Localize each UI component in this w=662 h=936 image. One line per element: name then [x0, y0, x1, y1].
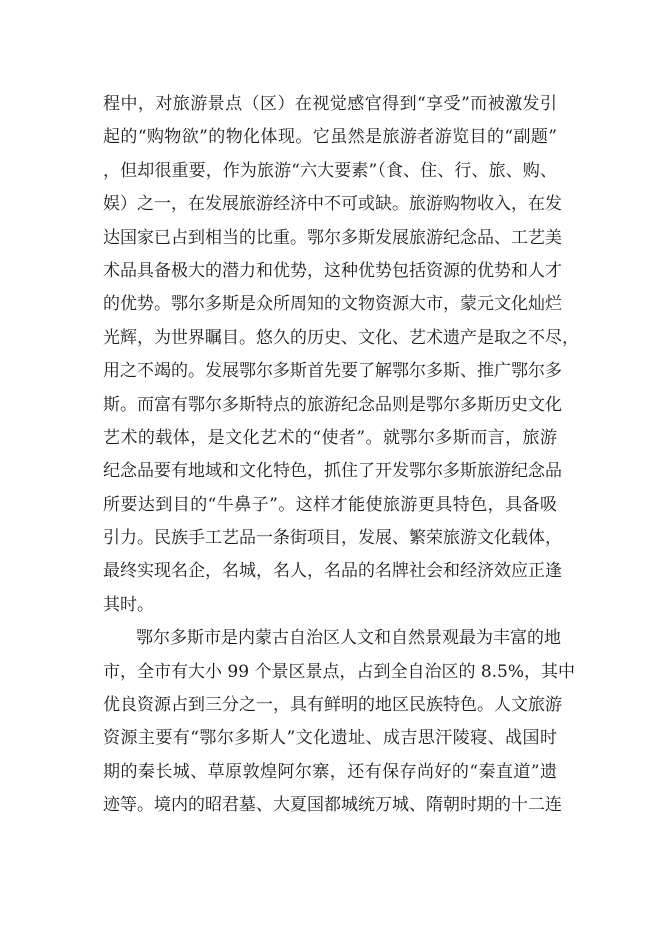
text-line: 优良资源占到三分之一，具有鲜明的地区民族特色。人文旅游	[103, 695, 562, 716]
body-text	[103, 88, 579, 823]
text-line: 艺术的载体，是文化艺术的“使者”。就鄂尔多斯而言，旅游	[103, 427, 557, 448]
text-line: 达国家已占到相当的比重。鄂尔多斯发展旅游纪念品、工艺美	[103, 227, 562, 248]
text-line: 所要达到目的“牛鼻子”。这样才能使旅游更具特色，具备吸	[103, 494, 557, 515]
text-line: 起的“购物欲”的物化体现。它虽然是旅游者游览目的“副题”	[103, 127, 557, 148]
paragraph-1	[103, 88, 579, 622]
text-line: 其时。	[103, 594, 154, 615]
text-line: 引力。民族手工艺品一条街项目，发展、繁荣旅游文化载体，	[103, 528, 562, 549]
text-line: 资源主要有“鄂尔多斯人”文化遗址、成吉思汗陵寝、战国时	[103, 728, 557, 749]
text-line: 期的秦长城、草原敦煌阿尔寨，还有保存尚好的“秦直道”遗	[103, 761, 557, 782]
text-line: ，但却很重要，作为旅游“六大要素”（食、住、行、旅、购、	[103, 160, 557, 181]
text-line: 斯。而富有鄂尔多斯特点的旅游纪念品则是鄂尔多斯历史文化	[103, 394, 562, 415]
text-line: 娱）之一，在发展旅游经济中不可或缺。旅游购物收入，在发	[103, 194, 562, 215]
text-line: 最终实现名企，名城，名人，名品的名牌社会和经济效应正逢	[103, 561, 562, 582]
text-line: 的优势。鄂尔多斯是众所周知的文物资源大市，蒙元文化灿烂	[103, 294, 562, 315]
text-line: 鄂尔多斯市是内蒙古自治区人文和自然景观最为丰富的地	[136, 628, 561, 649]
text-line: 纪念品要有地域和文化特色，抓住了开发鄂尔多斯旅游纪念品	[103, 461, 562, 482]
text-line: 光辉，为世界瞩目。悠久的历史、文化、艺术遗产是取之不尽，	[103, 327, 579, 348]
text-line: 市，全市有大小 99 个景区景点，占到全自治区的 8.5%，其中	[103, 661, 576, 682]
text-line: 程中，对旅游景点（区）在视觉感官得到“享受”而被激发引	[103, 94, 557, 114]
paragraph-2	[103, 622, 576, 822]
text-line: 迹等。境内的昭君墓、大夏国都城统万城、隋朝时期的十二连	[103, 795, 562, 816]
text-line: 用之不竭的。发展鄂尔多斯首先要了解鄂尔多斯、推广鄂尔多	[103, 361, 562, 382]
text-line: 术品具备极大的潜力和优势，这种优势包括资源的优势和人才	[103, 260, 562, 281]
